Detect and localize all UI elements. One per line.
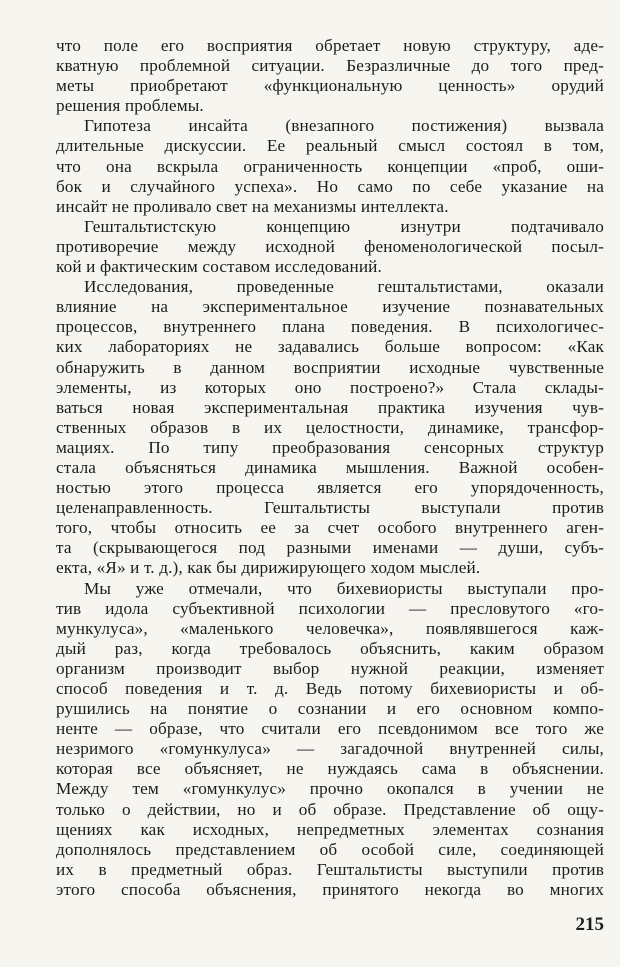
text-line: щениях как исходных, непредметных элементах сознания [56, 819, 604, 839]
text-line: Мы уже отмечали, что бихевиористы выступали про- [84, 578, 604, 598]
text-line: инсайт не проливало свет на механизмы интеллекта. [56, 196, 449, 216]
text-line: которая все объясняет, не нуждаясь сама в объяснении. [56, 759, 604, 779]
text-line: стала объясняться динамика мышления. Важной особен- [56, 457, 604, 477]
text-line: целенаправленность. Гештальтисты выступали против [56, 498, 604, 518]
text-line: длительные дискуссии. Ее реальный смысл состоял в том, [56, 136, 604, 156]
text-line: Гипотеза инсайта (внезапного постижения) вызвала [84, 116, 604, 136]
text-line: ких лабораториях не задавались больше вопросом: «Как [56, 337, 604, 357]
body-text [56, 36, 604, 900]
text-line: рушились на понятие о сознании и его основном компо- [56, 699, 604, 719]
text-line: влияние на экспериментальное изучение познавательных [56, 297, 604, 317]
text-line: ностью этого процесса является его упорядоченность, [56, 478, 604, 498]
text-line: ственных образов в их целостности, динамике, трансфор- [56, 417, 604, 437]
text-line: мациях. По типу преобразования сенсорных структур [56, 437, 604, 457]
text-line: их в предметный образ. Гештальтисты выступили против [56, 859, 604, 879]
text-line: противоречие между исходной феноменологической посыл- [56, 236, 604, 256]
text-line: Исследования, проведенные гештальтистами, оказали [84, 277, 604, 297]
text-line: только о действии, но и об образе. Представление об ощу- [56, 799, 604, 819]
text-line: мункулуса», «маленького человечка», появлявшегося каж- [56, 618, 604, 638]
text-line: процессов, внутреннего плана поведения. В психологичес- [56, 317, 604, 337]
text-line: ваться новая экспериментальная практика изучения чув- [56, 397, 604, 417]
text-line: бок и случайного успеха». Но само по себе указание на [56, 176, 604, 196]
text-line: Гештальтистскую концепцию изнутри подтачивало [84, 216, 604, 236]
text-line: организм производит выбор нужной реакции, изменяет [56, 658, 604, 678]
text-line: кватную проблемной ситуации. Безразличные до того пред- [56, 56, 604, 76]
text-line: екта, «Я» и т. д.), как бы дирижирующего ходом мыслей. [56, 558, 481, 578]
page-number: 215 [575, 914, 604, 935]
text-line: ненте — образе, что считали его псевдонимом все того же [56, 719, 604, 739]
text-line: тив идола субъективной психологии — пресловутого «го- [56, 598, 604, 618]
text-line: кой и фактическим составом исследований. [56, 257, 382, 277]
text-line: обнаружить в данном восприятии исходные чувственные [56, 357, 604, 377]
text-line: Между тем «гомункулус» прочно окопался в учении не [56, 779, 604, 799]
text-line: та (скрывающегося под разными именами — души, субъ- [56, 538, 604, 558]
text-line: этого способа объяснения, принятого некогда во многих [56, 879, 604, 899]
text-line: что она вскрыла ограниченность концепции «проб, оши- [56, 156, 604, 176]
text-line: того, чтобы относить ее за счет особого внутреннего аген- [56, 518, 604, 538]
text-line: что поле его восприятия обретает новую структуру, аде- [56, 36, 604, 55]
text-line: решения проблемы. [56, 96, 204, 116]
text-line: способ поведения и т. д. Ведь потому бихевиористы и об- [56, 679, 604, 698]
text-line: незримого «гомункулуса» — загадочной внутренней силы, [56, 739, 604, 759]
text-line: элементы, из которых оно построено?» Стала склады- [56, 377, 604, 397]
text-line: дый раз, когда требовалось объяснить, каким образом [56, 638, 604, 658]
text-line: дополнялось представлением об особой силе, соединяющей [56, 839, 604, 859]
text-line: меты приобретают «функциональную ценность» орудий [56, 76, 604, 96]
